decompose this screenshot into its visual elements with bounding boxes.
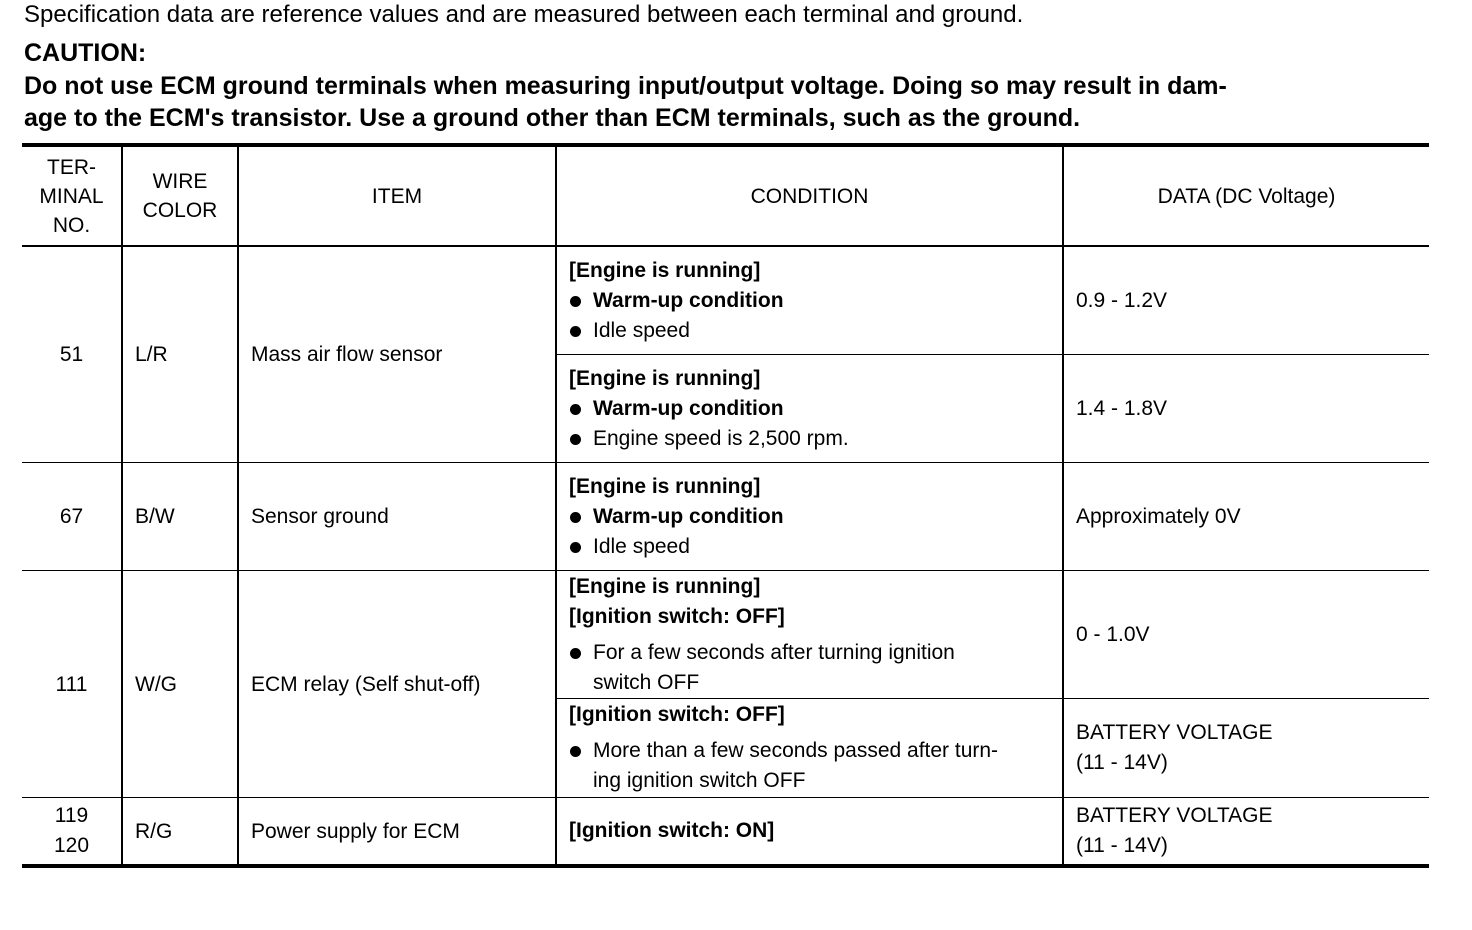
terminal-no: 111 <box>22 571 122 798</box>
data-value-line: (11 - 14V) <box>1076 834 1168 857</box>
bullet-icon <box>570 326 581 337</box>
caution-title: CAUTION: <box>24 39 147 67</box>
bullet-text: Idle speed <box>593 318 690 342</box>
header-terminal-line: TER- <box>47 155 96 179</box>
header-item: ITEM <box>238 145 556 246</box>
data-value: 0.9 - 1.2V <box>1063 246 1429 355</box>
bullet-icon <box>570 542 581 553</box>
data-value: Approximately 0V <box>1063 463 1429 571</box>
bullet-text: Warm-up condition <box>593 396 784 420</box>
header-wire-line: WIRE <box>152 170 208 193</box>
wire-color: L/R <box>122 246 238 463</box>
bullet-icon <box>570 512 581 523</box>
data-value-line: BATTERY VOLTAGE <box>1076 721 1273 744</box>
terminal-no: 67 <box>22 463 122 571</box>
terminal-no: 51 <box>59 343 84 366</box>
condition-cell <box>556 699 1063 798</box>
bullet-text: Warm-up condition <box>593 504 784 528</box>
bullet-icon <box>570 296 581 307</box>
condition-title: [Engine is running] <box>569 366 761 390</box>
condition-bullet <box>569 316 1050 346</box>
condition-cell <box>556 246 1063 355</box>
condition-cell <box>556 798 1063 867</box>
bullet-text: Idle speed <box>593 534 690 558</box>
condition-title: [Engine is running] <box>569 258 761 282</box>
bullet-text: Warm-up condition <box>593 288 784 312</box>
condition-bullet <box>569 736 1050 766</box>
condition-bullet <box>569 502 1050 532</box>
caution-text <box>24 70 1434 134</box>
table-row <box>22 463 1429 571</box>
terminal-spec-table <box>22 143 1429 868</box>
condition-bullet <box>569 394 1050 424</box>
bullet-text: Engine speed is 2,500 rpm. <box>593 426 849 450</box>
bullet-text: More than a few seconds passed after turn- <box>593 739 999 762</box>
condition-cell <box>556 571 1063 699</box>
bullet-text: switch OFF <box>593 670 700 694</box>
condition-bullet <box>569 424 1050 454</box>
condition-bullet <box>569 532 1050 562</box>
header-wire-color <box>122 145 238 246</box>
table-header-row <box>22 145 1429 246</box>
caution-line-1: Do not use ECM ground terminals when measuring input/output voltage. Doing so may result in dam- <box>24 72 1227 100</box>
data-value-line: BATTERY VOLTAGE <box>1076 804 1273 827</box>
header-wire-line: COLOR <box>142 199 218 222</box>
condition-bullet <box>569 286 1050 316</box>
condition-title: [Ignition switch: OFF] <box>569 703 785 726</box>
condition-bullet-continuation <box>569 766 1050 796</box>
header-data: DATA (DC Voltage) <box>1063 145 1429 246</box>
table-row <box>22 571 1429 699</box>
bullet-icon <box>570 746 581 757</box>
spec-intro-text: Specification data are reference values and are measured between each terminal and ground. <box>24 1 1024 28</box>
terminal-no-line: 120 <box>53 834 90 857</box>
data-value <box>1063 798 1429 867</box>
header-terminal-line: NO. <box>52 213 91 237</box>
terminal-no <box>22 798 122 867</box>
item-name: ECM relay (Self shut-off) <box>238 571 556 798</box>
condition-cell <box>556 463 1063 571</box>
item-name: Power supply for ECM <box>238 798 556 867</box>
bullet-text: For a few seconds after turning ignition <box>593 640 955 664</box>
condition-title: [Engine is running] <box>569 574 761 598</box>
header-terminal-line: MINAL <box>39 184 104 208</box>
header-condition: CONDITION <box>556 145 1063 246</box>
wire-color: B/W <box>122 463 238 571</box>
condition-title: [Ignition switch: ON] <box>569 819 775 842</box>
table-row <box>22 798 1429 867</box>
item-name: Mass air flow sensor <box>238 246 556 463</box>
condition-bullet <box>569 638 1050 668</box>
data-value <box>1063 699 1429 798</box>
data-value: 1.4 - 1.8V <box>1063 355 1429 463</box>
data-value-line: (11 - 14V) <box>1076 751 1168 774</box>
condition-bullet-continuation <box>569 668 1050 698</box>
condition-cell <box>556 355 1063 463</box>
bullet-icon <box>570 404 581 415</box>
condition-title: [Ignition switch: OFF] <box>569 604 785 628</box>
condition-title: [Engine is running] <box>569 474 761 498</box>
wire-color: R/G <box>122 798 238 867</box>
item-name: Sensor ground <box>238 463 556 571</box>
table-row <box>22 246 1429 355</box>
data-value: 0 - 1.0V <box>1063 571 1429 699</box>
caution-line-2: age to the ECM's transistor. Use a ground other than ECM terminals, such as the ground. <box>24 104 1081 132</box>
bullet-text: ing ignition switch OFF <box>593 769 806 792</box>
bullet-icon <box>570 648 581 659</box>
wire-color: W/G <box>122 571 238 798</box>
terminal-no-line: 119 <box>54 804 89 827</box>
header-terminal-no <box>22 145 122 246</box>
bullet-icon <box>570 434 581 445</box>
